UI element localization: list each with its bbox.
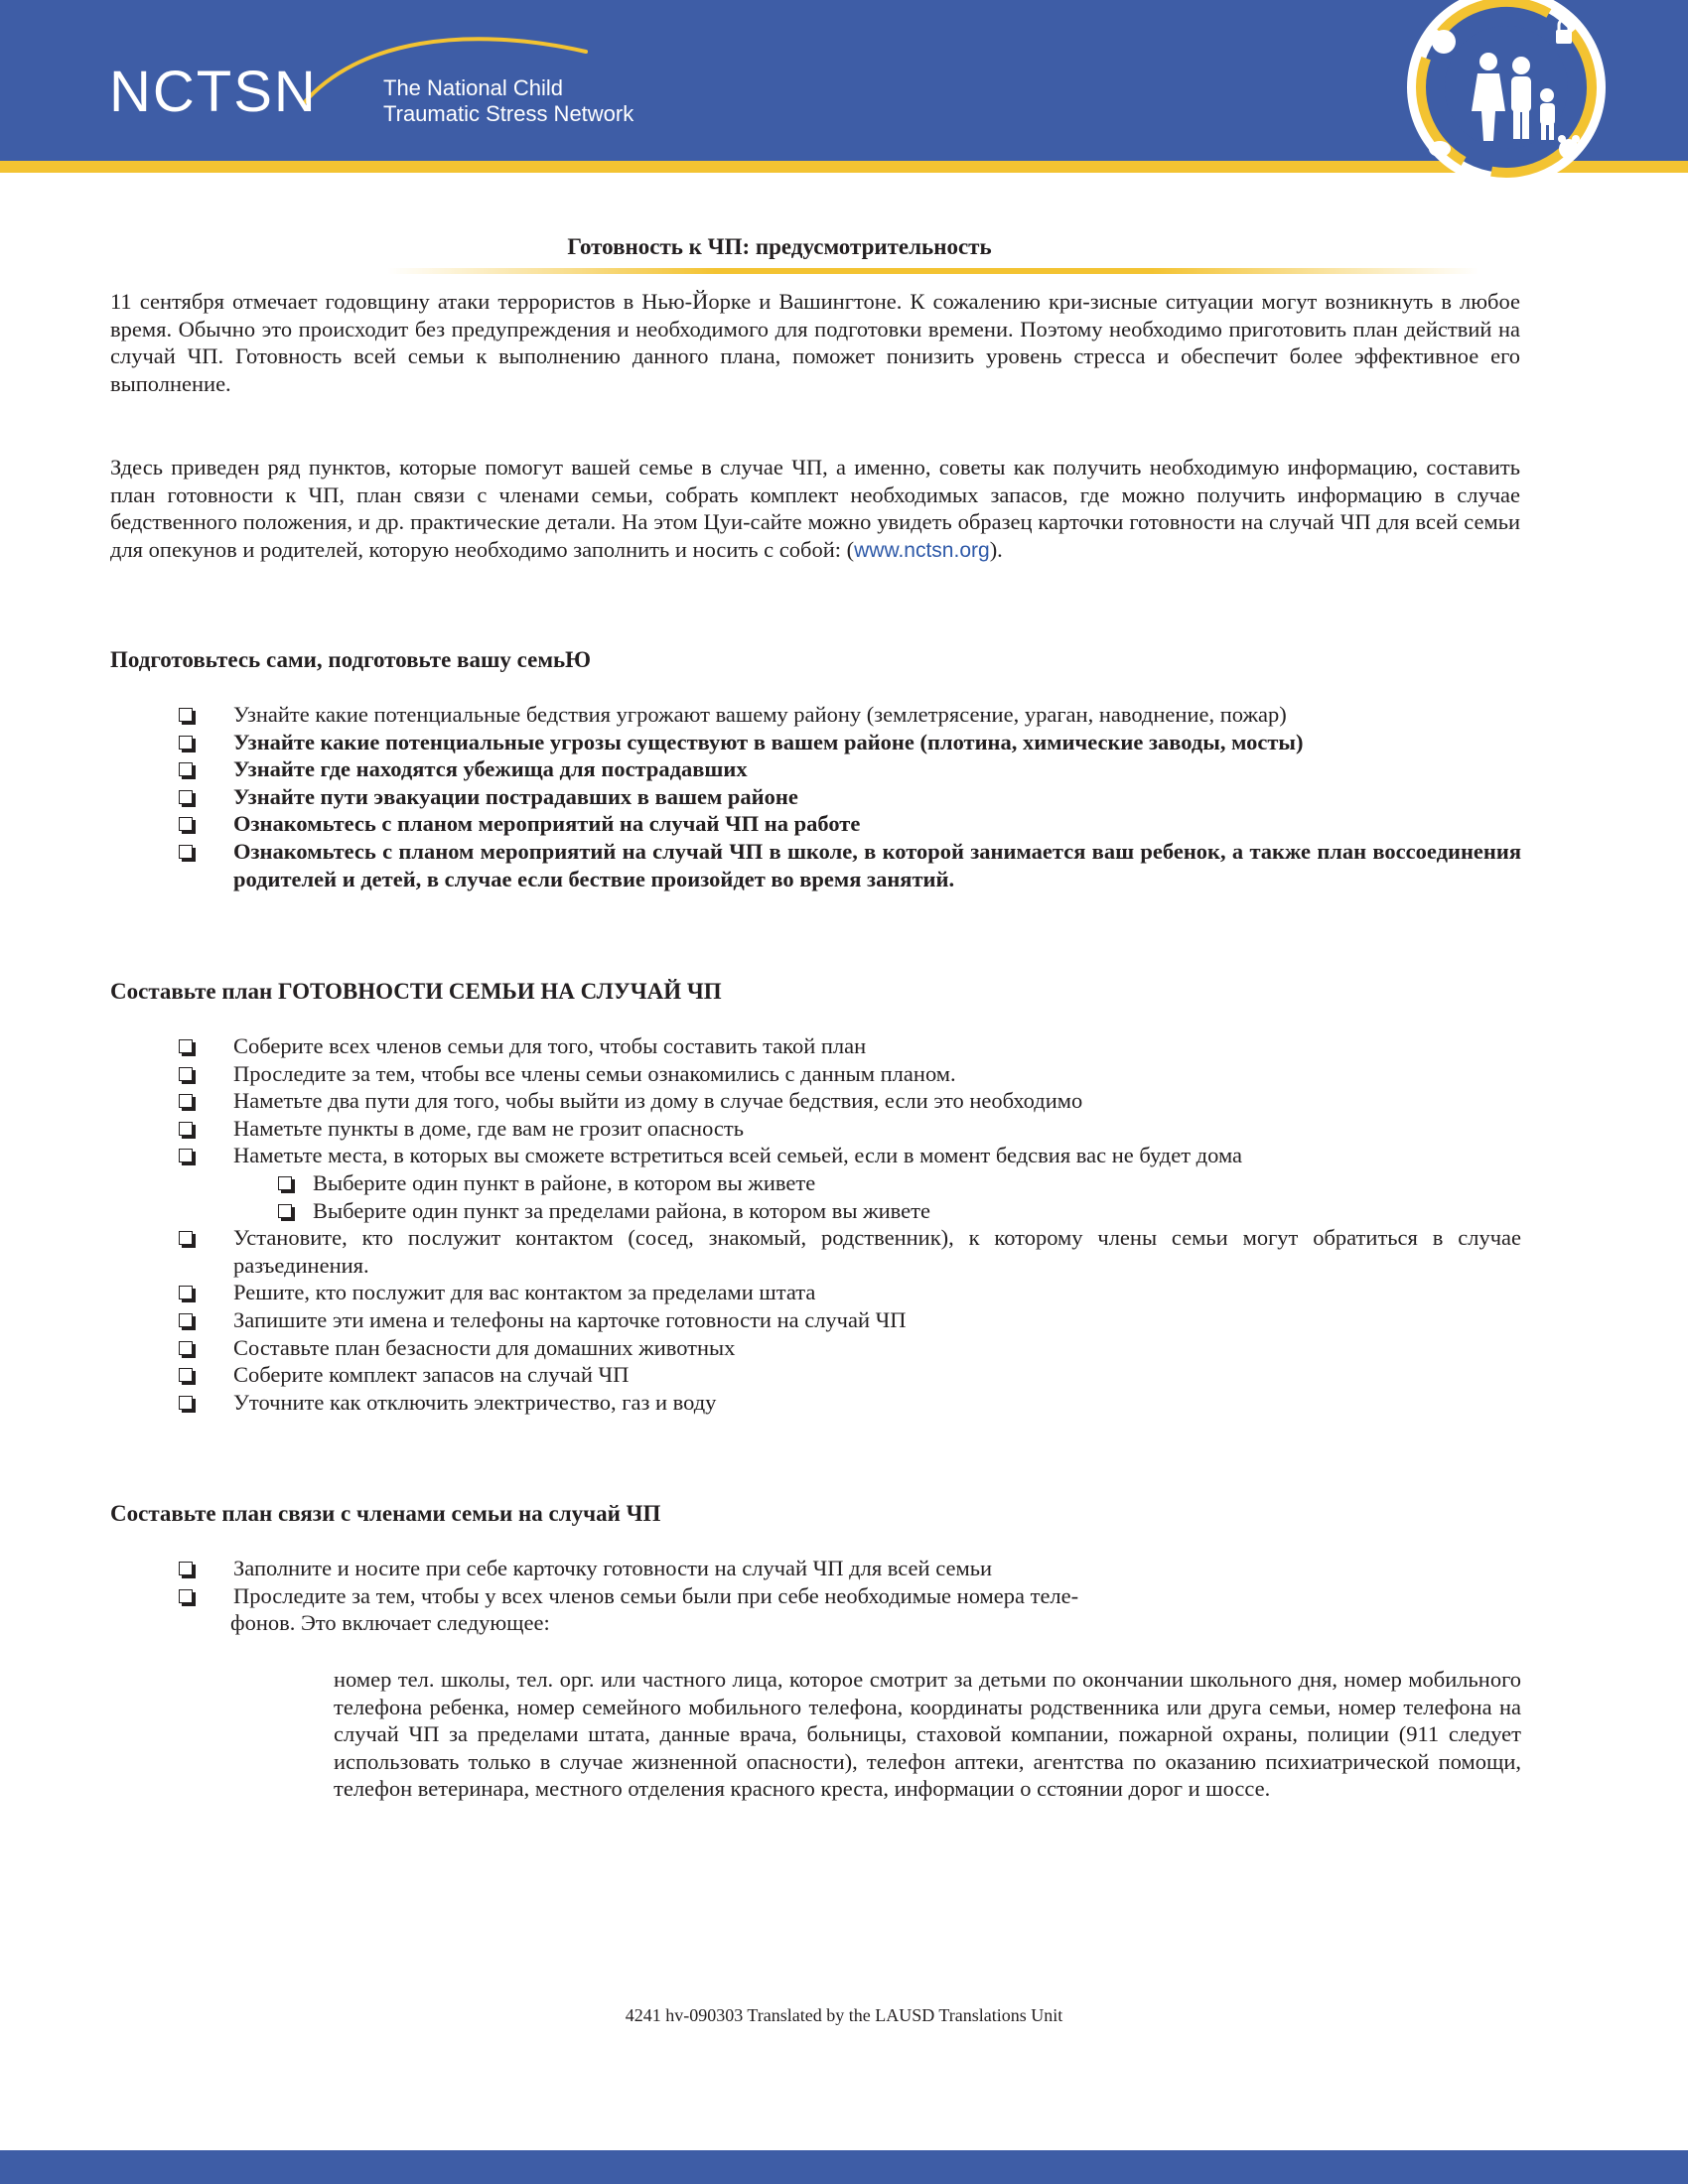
checkbox-icon[interactable] <box>179 762 193 776</box>
logo-tagline <box>383 75 633 127</box>
checkbox-icon[interactable] <box>179 1067 193 1081</box>
list-item <box>179 1361 1521 1389</box>
intro-paragraph-1: 11 сентября отмечает годовщину атаки террористов в Нью-Йорке и Вашингтоне. К сожалению кри-зисные ситуации могут возникнуть в любое время. Обычно это происходит без предупреждения и необходимого для подготовки времени. Поэтому необходимо приготовить план действий на случай ЧП. Готовность всей семьи к выполнению данного плана, поможет понизить уровень стресса и обеспечит более эффективное его выполнение. <box>110 289 1520 396</box>
list-item-text: Проследите за тем, чтобы у всех членов семьи были при себе необходимые номера теле- <box>233 1582 1079 1608</box>
checkbox-icon[interactable] <box>278 1176 292 1190</box>
list-item-text: Соберите комплект запасов на случай ЧП <box>233 1362 630 1388</box>
checkbox-icon[interactable] <box>179 790 193 804</box>
list-item-text: Узнайте пути эвакуации пострадавших в вашем районе <box>233 783 798 809</box>
list-item-text: Составьте план безасности для домашних животных <box>233 1334 736 1360</box>
list-item-text: Ознакомьтесь с планом мероприятий на случай ЧП на работе <box>233 811 861 837</box>
title-underline <box>387 268 1479 274</box>
checkbox-icon[interactable] <box>179 1313 193 1327</box>
section-heading-family-plan: Составьте план ГОТОВНОСТИ СЕМЬИ НА СЛУЧАЙ ЧП <box>110 979 722 1004</box>
checkbox-icon[interactable] <box>179 1149 193 1162</box>
list-item <box>179 1555 1521 1582</box>
logo-tagline-line2: Traumatic Stress Network <box>383 101 634 126</box>
list-item-text: Узнайте какие потенциальные бедствия угрожают вашему району (землетрясение, ураган, наводнение, пожар) <box>233 702 1287 727</box>
checkbox-icon[interactable] <box>179 1094 193 1108</box>
list-item <box>179 1334 1521 1362</box>
list-item-text: Наметьте два пути для того, чобы выйти из дому в случае бедствия, если это необходимо <box>233 1088 1083 1114</box>
logo-tagline-line1: The National Child <box>383 75 563 100</box>
list-item-text: Запишите эти имена и телефоны на карточке готовности на случай ЧП <box>233 1306 907 1332</box>
list-item <box>179 1032 1521 1060</box>
footer-note: 4241 hv-090303 Translated by the LAUSD Translations Unit <box>625 2005 1063 2025</box>
list-item-text: Узнайте где находятся убежища для пострадавших <box>233 756 748 782</box>
list-item <box>179 1389 1521 1417</box>
checkbox-icon[interactable] <box>278 1204 292 1218</box>
checkbox-icon[interactable] <box>179 817 193 831</box>
checkbox-icon[interactable] <box>179 1231 193 1245</box>
list-item <box>179 1087 1521 1115</box>
checkbox-icon[interactable] <box>179 1122 193 1136</box>
logo-wordmark: NCTSN <box>109 60 318 124</box>
section-heading-communication-plan: Составьте план связи с членами семьи на случай ЧП <box>110 1501 661 1526</box>
checklist-family-plan <box>179 1032 1521 1416</box>
list-item <box>179 1306 1521 1334</box>
footer-band <box>0 2150 1688 2184</box>
intro-paragraph-2-text: Здесь приведен ряд пунктов, которые помогут вашей семье в случае ЧП, а именно, советы как получить необходимую информацию, составить план готовности к ЧП, план связи с членами семьи, собрать комплект необходимых запасов, где можно получить информацию в случае бедственного положения, и др. практические детали. На этом Цуи-сайте можно увидеть образец карточки готовности на случай ЧП для всей семьи для опекунов и родителей, которую необходимо заполнить и носить с собой: <box>110 455 1520 562</box>
list-subitem <box>278 1197 1521 1225</box>
checkbox-icon[interactable] <box>179 1286 193 1299</box>
link-open-paren: ( <box>846 536 855 562</box>
list-item-text: Наметьте пункты в доме, где вам не грозит опасность <box>233 1115 744 1141</box>
list-item-text: Ознакомьтесь с планом мероприятий на случай ЧП в школе, в которой занимается ваш ребенок, а также план воссоединения родителей и детей, в случае если бествие произойдет во время занятий. <box>233 838 1521 891</box>
family-emblem-icon <box>1392 0 1620 189</box>
checklist-prepare <box>179 701 1521 892</box>
list-item-text: Узнайте какие потенциальные угрозы существуют в вашем районе (плотина, химические заводы, мосты) <box>233 729 1304 754</box>
list-item <box>179 1142 1521 1169</box>
list-item <box>179 701 1521 729</box>
checklist-communication-plan <box>179 1555 1521 1637</box>
checkbox-icon[interactable] <box>179 1039 193 1053</box>
list-item-text: Наметьте места, в которых вы сможете встретиться всей семьей, если в момент бедсвия вас не будет дома <box>233 1143 1243 1168</box>
list-item-text: Решите, кто послужит для вас контактом за пределами штата <box>233 1280 816 1305</box>
list-item <box>179 1115 1521 1143</box>
list-item <box>179 1060 1521 1088</box>
checkbox-icon[interactable] <box>179 845 193 859</box>
list-item-text: Проследите за тем, чтобы все члены семьи ознакомились с данным планом. <box>233 1060 956 1086</box>
list-subitem <box>278 1169 1521 1197</box>
list-item-text: Уточните как отключить электричество, газ и воду <box>233 1389 717 1415</box>
list-item-text: Соберите всех членов семьи для того, чтобы составить такой план <box>233 1033 867 1058</box>
list-item-text: Заполните и носите при себе карточку готовности на случай ЧП для всей семьи <box>233 1556 993 1580</box>
checkbox-icon[interactable] <box>179 1396 193 1410</box>
list-item <box>179 783 1521 811</box>
list-item <box>179 1224 1521 1279</box>
checkbox-icon[interactable] <box>179 1562 193 1575</box>
phone-numbers-details: номер тел. школы, тел. орг. или частного лица, которое смотрит за детьми по окончании школьного дня, номер мобильного телефона ребенка, номер семейного мобильного телефона, координаты родственника или друга семьи, номер телефона на случай ЧП за пределами штата, данные врача, больницы, стаховой компании, пожарной охраны, полиции (911 следует использовать только в случае жизненной опасности), телефон аптеки, агентства по оказанию психиатрической помощи, телефон ветеринара, местного отделения красного креста, информации о сстоянии дорог и шоссе. <box>334 1667 1521 1802</box>
checkbox-icon[interactable] <box>179 708 193 722</box>
list-item-text: Установите, кто послужит контактом (сосед, знакомый, родственник), к которому члены семьи могут обратиться в случае разъединения. <box>233 1225 1521 1278</box>
intro-paragraph-2 <box>110 454 1520 564</box>
list-item-text: Выберите один пункт в районе, в котором вы живете <box>313 1169 816 1195</box>
list-item <box>179 810 1521 838</box>
section-heading-prepare: Подготовьтесь сами, подготовьте вашу семьЮ <box>110 647 592 672</box>
checkbox-icon[interactable] <box>179 736 193 750</box>
nctsn-link[interactable]: www.nctsn.org <box>854 538 990 562</box>
checkbox-icon[interactable] <box>179 1368 193 1382</box>
list-item-continuation: фонов. Это включает следующее: <box>230 1610 550 1636</box>
list-item <box>179 838 1521 892</box>
checkbox-icon[interactable] <box>179 1341 193 1355</box>
checkbox-icon[interactable] <box>179 1589 193 1603</box>
list-item-text: Выберите один пункт за пределами района, в котором вы живете <box>313 1197 930 1223</box>
page-title: Готовность к ЧП: предусмотрительность <box>567 234 992 259</box>
list-item <box>179 1582 1521 1610</box>
list-item <box>179 1279 1521 1306</box>
list-item <box>179 729 1521 756</box>
list-item <box>179 755 1521 783</box>
link-close-paren: ). <box>989 536 1003 562</box>
